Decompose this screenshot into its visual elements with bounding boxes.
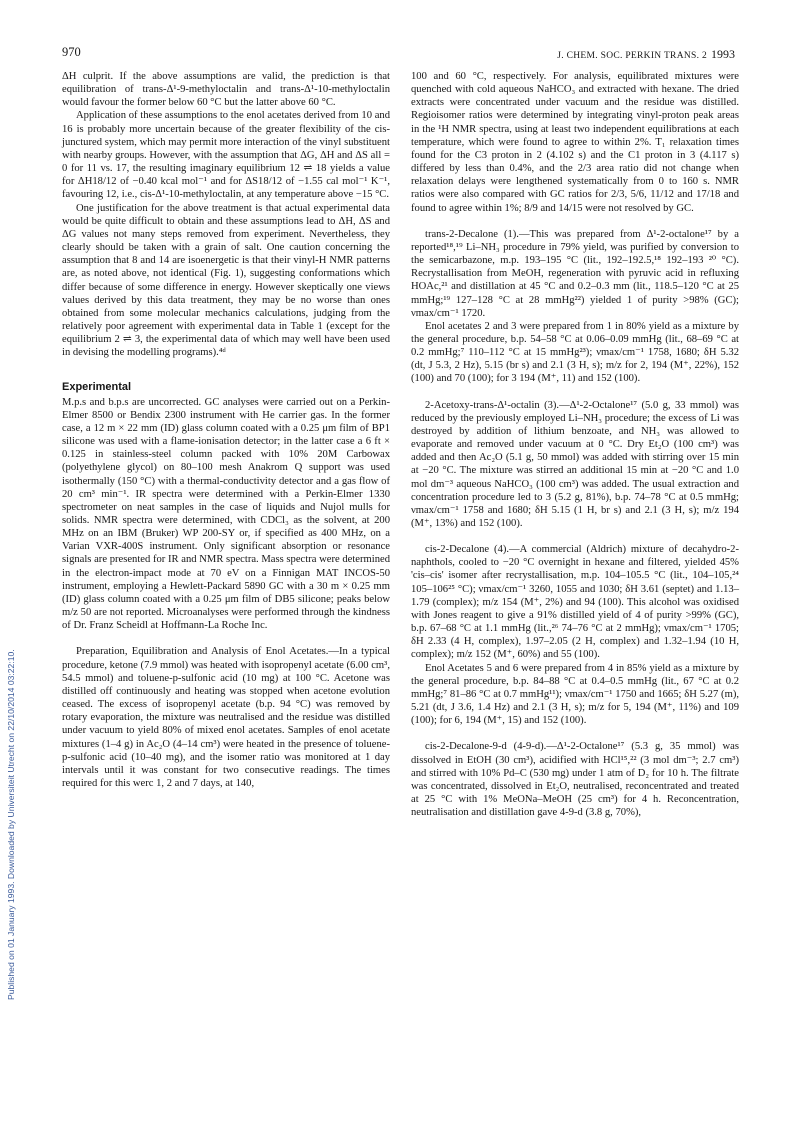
paragraph: Enol acetates 2 and 3 were prepared from 1 in 80% yield as a mixture by the general procedure, b.p. 54–58 °C at 0.06–0.09 mmHg (lit., 68–69 °C at 0.2 mmHg;⁷ 110–112 °C at 15 mmHg²³); νmax/cm⁻¹ 1758, 1680; δH 5.32 (dt, J 5.3, 2 Hz), 5.15 (br s) and 2.1 (3 H, s); m/z for 2, 194 (M⁺, 22%), 152 (100) and 70 (100); for 3 194 (M⁺, 11) and 152 (100). bbox=[411, 320, 739, 385]
paragraph: Enol Acetates 5 and 6 were prepared from 4 in 85% yield as a mixture by the general procedure, b.p. 84–88 °C at 0.4–0.5 mmHg (lit., 67 °C at 0.2 mmHg;⁷ 81–86 °C at 0.7 mmHg¹¹); νmax/cm⁻¹ 1750 and 1665; δH 5.27 (m), 5.21 (dt, J 3.6, 1.4 Hz) and 2.1 (3 H, s); m/z for 5, 194 (M⁺, 11%) and 109 (100); for 6, 194 (M⁺, 15) and 152 (100). bbox=[411, 662, 739, 727]
journal-running-head bbox=[557, 47, 735, 62]
paragraph: One justification for the above treatment is that actual experimental data would be quite difficult to obtain and these assumptions lead to ΔH, ΔS and ΔG values not many steps removed from experiment. Nevertheless, they clearly should be taken with a grain of salt. One caution concerning the assumption that 8 and 14 are isoenergetic is that their vinyl-H NMR patterns are, as noted above, not identical (Fig. 1), suggesting conformations which differ because of some difference in energy. However skeptically one views values derived by this data treatment, they may be no worse than ones obtained from some molecular mechanics calculations, judging from the relatively poor agreement with experimental data in Table 1 (except for the equilibrium 2 ⇌ 3, the experimental data of which may well have been used in devising the modelling programs).⁴ᵈ bbox=[62, 202, 390, 359]
section-spacer bbox=[411, 530, 739, 543]
section-spacer bbox=[62, 632, 390, 645]
paragraph: cis-2-Decalone-9-d (4-9-d).—Δ¹-2-Octalone¹⁷ (5.3 g, 35 mmol) was dissolved in EtOH (30 cm³), acidified with HCl¹⁵,²² (3 mol dm⁻³; 2.7 cm³) and stirred with 10% Pd–C (530 mg) under 1 atm of D₂ for 10 h. The filtrate was concentrated, dissolved in Et₂O, neutralised, reconcentrated and treated at 25 °C with 1% MeONa–MeOH (25 cm³) for 4 h. Reconcentration, neutralisation and distillation gave 4-9-d (3.8 g, 70%), bbox=[411, 741, 739, 819]
paragraph: Application of these assumptions to the enol acetates derived from 10 and 16 is probably more uncertain because of the greater flexibility of the cis-junctured system, which may permit more interaction of the vinyl substituent with nearby groups. However, with the assumption that ΔG, ΔH and ΔS all = 0 for 11 vs. 17, the resulting imaginary equilibrium 12 ⇌ 18 yields a value for ΔH18/12 of −0.40 kcal mol⁻¹ and for ΔS18/12 of −1.55 cal mol⁻¹ K⁻¹, favouring 12, i.e., cis-Δ¹-10-methyloctalin, at any temperature above −15 °C. bbox=[62, 110, 390, 201]
page-number: 970 bbox=[62, 45, 81, 59]
paragraph: ΔH culprit. If the above assumptions are valid, the prediction is that equilibration of trans-Δ¹-9-methyloctalin and trans-Δ¹-10-methyloctalin would favour the former below 60 °C but the latter above 60 °C. bbox=[62, 71, 390, 109]
paragraph: trans-2-Decalone (1).—This was prepared from Δ¹-2-octalone¹⁷ by a reported¹⁸,¹⁹ Li–NH₃ procedure in 79% yield, was purified by conversion to the semicarbazone, m.p. 193–195 °C (lit., 192–192.5,¹⁸ 192–193 ²⁰ °C). Recrystallisation from MeOH, regeneration with pyruvic acid in refluxing HOAc,²¹ and distillation at 45 °C and 0.2–0.3 mm (lit., 118.5–120 °C at 25 mmHg;¹⁹ 127–128 °C at 28 mmHg²²) yielded 1 of purity >98% (GC); νmax/cm⁻¹ 1720. bbox=[411, 228, 739, 319]
section-spacer bbox=[411, 727, 739, 740]
download-watermark-container bbox=[4, 310, 16, 1000]
section-spacer bbox=[411, 386, 739, 399]
paragraph: 2-Acetoxy-trans-Δ¹-octalin (3).—Δ¹-2-Octalone¹⁷ (5.0 g, 33 mmol) was reduced by the previously employed Li–NH₃ procedure; the excess of Li was destroyed by addition of lithium benzoate, and NH₃ was allowed to evaporate and removed under vacuum at 0 °C. Dry Et₂O (100 cm³) was added and then Ac₂O (5.1 g, 50 mmol) was added with stirring over 15 min at −20 °C. The mixture was stirred an additional 15 min at −20 °C and 1.0 mol dm⁻³ aqueous NaHCO₃ (100 cm³) was added. The usual extraction and concentration procedure led to 3 (5.2 g, 81%), b.p. 74–78 °C at 0.5 mmHg; νmax/cm⁻¹ 1758 and 1680; δH 5.15 (1 H, br s) and 2.1 (3 H, s); m/z 194 (M⁺, 13%) and 152 (100). bbox=[411, 399, 739, 529]
download-watermark: Published on 01 January 1993. Downloaded by Universiteit Utrecht on 22/10/2014 03:22:10. bbox=[6, 649, 16, 1000]
journal-name: J. CHEM. SOC. PERKIN TRANS. 2 bbox=[557, 51, 707, 61]
section-spacer bbox=[411, 215, 739, 228]
paragraph: cis-2-Decalone (4).—A commercial (Aldrich) mixture of decahydro-2-naphthols, cooled to −20 °C overnight in hexane and filtered, yielded 45% 'cis–cis' isomer after recrystallisation, m.p. 104–105.5 °C (lit., 104–105,²⁴ 105–106²⁵ °C); νmax/cm⁻¹ 3260, 1055 and 1030; δH 3.61 (septet) and 1.13–1.79 (complex); m/z 154 (M⁺, 2%) and 94 (100). This alcohol was oxidised with Jones reagent to give a 91% distilled yield of 4 of purity >99% (GC), b.p. 67–68 °C at 1.1 mmHg (lit.,²⁶ 74–76 °C at 2 mmHg); νmax/cm⁻¹ 1705; δH 2.33 (4 H, complex), 1.97–2.05 (2 H, complex) and 1.32–1.94 (10 H, complex); m/z 152 (M⁺, 60%) and 55 (100). bbox=[411, 544, 739, 661]
journal-year: 1993 bbox=[711, 47, 735, 61]
paragraph: 100 and 60 °C, respectively. For analysis, equilibrated mixtures were quenched with cold aqueous NaHCO₃ and extracted with hexane. The dried extracts were concentrated under vacuum and the residue was distilled. Regioisomer ratios were determined by integrating vinyl-proton peak areas in the ¹H NMR spectra, using at least two independent equilibrations at each temperature, which were found to agree to within 2%. T₁ relaxation times found for the C3 proton in 2 (4.102 s) and the C1 proton in 3 (4.117 s) differed by less than 0.4%, and the 2/3 area ratio did not change when relaxation delays were lengthened systematically from 0 to 160 s. NMR ratios were also compared with GC ratios for 2/3, 5/6, 11/12 and 17/18 and found to agree within 1%; 8/9 and 14/15 were not resolved by GC. bbox=[411, 71, 739, 214]
section-spacer bbox=[62, 359, 390, 381]
section-heading-experimental: Experimental bbox=[62, 381, 132, 394]
paragraph: M.p.s and b.p.s are uncorrected. GC analyses were carried out on a Perkin-Elmer 8500 or Bendix 2300 instrument with He carrier gas. In the former case, a 12 m × 22 mm (ID) glass column coated with a 0.25 μm film of BP1 silicone was used with a flame-ionisation detector; in the latter case a 6 ft × 0.125 in stainless-steel column packed with 10% 20M Carbowax (polyethylene glycol) on 80–100 mesh Anakrom Q support was used isothermally (150 °C) with a thermal-conductivity detector and a gas flow of 20 cm³ min⁻¹. IR spectra were determined with a Perkin-Elmer 1330 spectrometer on neat samples in the case of liquids and Nujol mulls for solids. NMR spectra were determined, with CDCl₃ as the solvent, at 200 MHz on an IBM (Bruker) WP 200-SY or, if specified as 400 MHz, on a Varian VXR-400S instrument. Only significant absorption or resonance signals are presented for IR and NMR spectra. Mass spectra were determined in the electron-impact mode at 70 eV on a Finnigan MAT INCOS-50 instrument, employing a Hewlett-Packard 5890 GC with a 30 m × 0.25 mm (ID) glass column coated with a 0.25 μm film of DB5 silicone; peaks below m/z 50 are not reported. Microanalyses were performed through the kindness of Dr. Franz Scheidl at Hoffmann-La Roche Inc. bbox=[62, 396, 390, 632]
right-column bbox=[411, 70, 739, 819]
paragraph: Preparation, Equilibration and Analysis of Enol Acetates.—In a typical procedure, ketone (7.9 mmol) was heated with isopropenyl acetate (6.00 cm³, 54.5 mmol) and toluene-p-sulfonic acid (10 mg) at 100 °C. Acetone was distilled off continuously and heating was stopped when acetone evolution ceased. The excess of isopropenyl acetate (b.p. 94 °C) was removed by rotary evaporation, the mixture was neutralised and the residue was distilled under vacuum to yield 80% of mixed enol acetates. Samples of enol acetate mixtures (1–4 g) in Ac₂O (4–14 cm³) were heated in the presence of toluene-p-sulfonic acid (10–40 mg), and the isomer ratio was monitored at 1 day intervals until it was constant for two consecutive readings. The times required for this werc 1, 2 and 7 days, at 140, bbox=[62, 646, 390, 789]
left-column bbox=[62, 70, 390, 790]
